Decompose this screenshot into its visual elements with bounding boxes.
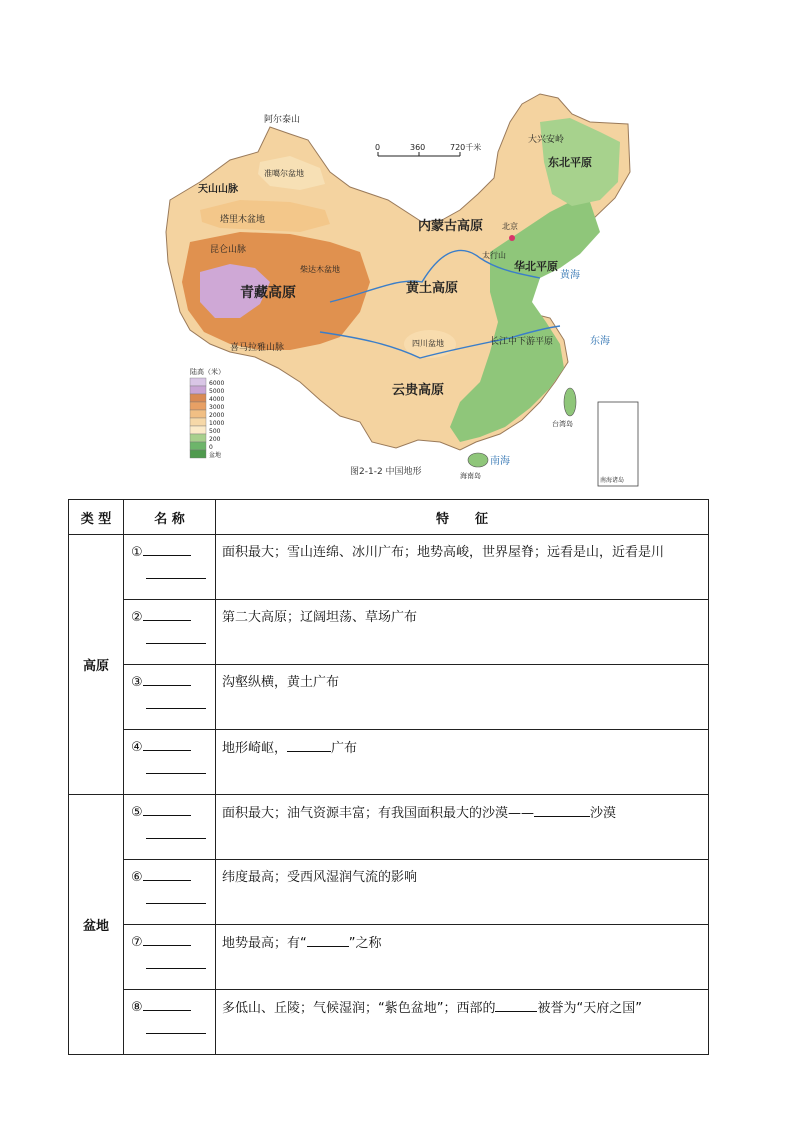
label-qingzang: 青藏高原 [240,285,296,301]
name-cell-6[interactable] [124,860,216,925]
name-cell-1[interactable] [124,535,216,600]
label-himalaya: 喜马拉雅山脉 [230,343,285,353]
item-number: ⑥ [131,870,143,885]
label-tarim: 塔里木盆地 [220,215,266,225]
answer-blank[interactable] [146,968,206,969]
legend-label: 4000 [209,396,225,403]
feature-text: 地形崎岖， [222,741,288,756]
name-cell-3[interactable] [124,665,216,730]
feature-cell-4 [216,730,709,795]
table-header-row [69,500,709,535]
beijing-marker [509,235,515,241]
feature-cell-7 [216,925,709,990]
answer-blank[interactable] [143,543,191,556]
answer-blank[interactable] [495,999,537,1012]
answer-blank[interactable] [146,773,206,774]
scale-label-360: 360 [410,143,426,152]
legend-swatch [190,410,206,418]
feature-cell-5 [216,795,709,860]
legend-swatch [190,386,206,394]
label-taihang: 太行山 [482,251,506,260]
legend-label: 200 [209,436,221,443]
answer-blank[interactable] [146,643,206,644]
label-huanghai: 黄海 [560,270,580,281]
label-huangtu: 黄土高原 [406,281,459,296]
answer-blank[interactable] [143,738,191,751]
name-cell-8[interactable] [124,990,216,1055]
legend-label: 2000 [209,412,225,419]
terrain-table [68,499,709,1055]
feature-cell-2 [216,600,709,665]
item-number: ④ [131,740,143,755]
table-row [69,665,709,730]
header-name: 名 称 [124,500,216,535]
label-daxinganling: 大兴安岭 [528,135,565,145]
feature-text: 沙漠 [590,806,617,821]
label-hainan: 海南岛 [460,472,481,480]
answer-blank[interactable] [146,903,206,904]
legend-label: 1000 [209,420,225,427]
legend-swatch [190,402,206,410]
feature-text: 地势最高；有“ [222,936,307,951]
feature-text: 面积最大；油气资源丰富；有我国面积最大的沙漠—— [222,806,535,821]
legend-swatch [190,442,206,450]
table-row [69,925,709,990]
table-row [69,730,709,795]
item-number: ① [131,545,143,560]
legend-label: 6000 [209,380,225,387]
answer-blank[interactable] [143,868,191,881]
name-cell-2[interactable] [124,600,216,665]
answer-blank[interactable] [534,804,590,817]
answer-blank[interactable] [143,673,191,686]
label-qaidam: 柴达木盆地 [300,265,340,274]
label-sichuan: 四川盆地 [412,339,444,348]
legend-label: 500 [209,428,221,435]
table-row [69,860,709,925]
answer-blank[interactable] [146,578,206,579]
answer-blank[interactable] [143,998,191,1011]
name-cell-4[interactable] [124,730,216,795]
answer-blank[interactable] [143,933,191,946]
item-number: ② [131,610,143,625]
feature-text: 沟壑纵横，黄土广布 [222,675,340,690]
answer-blank[interactable] [146,1033,206,1034]
label-nanhai: 南海 [490,456,510,467]
map-svg [160,82,640,490]
legend-label: 3000 [209,404,225,411]
legend-swatch [190,394,206,402]
legend-swatch [190,450,206,458]
answer-blank[interactable] [143,803,191,816]
label-yungui: 云贵高原 [392,383,445,398]
label-taiwan: 台湾岛 [552,420,573,428]
legend-swatch [190,434,206,442]
feature-cell-1 [216,535,709,600]
type-plateau: 高原 [69,535,124,795]
map-caption: 图2-1-2 中国地形 [350,467,422,477]
label-changjiang: 长江中下游平原 [490,337,554,347]
south-china-sea-inset [598,402,638,486]
table-row [69,535,709,600]
answer-blank[interactable] [307,934,349,947]
feature-text: 第二大高原；辽阔坦荡、草场广布 [222,610,418,625]
type-basin: 盆地 [69,795,124,1055]
feature-text: 纬度最高；受西风湿润气流的影响 [222,870,418,885]
feature-cell-3 [216,665,709,730]
legend-label: 盆地 [209,452,222,459]
legend-label: 0 [209,444,213,451]
feature-text: 多低山、丘陵；气候湿润；“紫色盆地”；西部的 [222,1001,496,1016]
china-terrain-map [160,82,640,490]
feature-text: 面积最大；雪山连绵、冰川广布；地势高峻，世界屋脊；远看是山，近看是川 [222,545,665,560]
item-number: ⑧ [131,1000,143,1015]
label-donghai: 东海 [590,336,610,347]
scale-label-0: 0 [375,143,381,152]
answer-blank[interactable] [146,708,206,709]
table-row [69,990,709,1055]
feature-text: 被誉为“天府之国” [537,1001,642,1016]
name-cell-5[interactable] [124,795,216,860]
label-tianshan: 天山山脉 [198,184,238,195]
label-altai: 阿尔泰山 [264,115,301,125]
scale-label-720: 720千米 [450,143,482,152]
label-dongbei: 东北平原 [548,156,592,169]
label-huabei: 华北平原 [514,260,558,273]
item-number: ③ [131,675,143,690]
feature-cell-6 [216,860,709,925]
table-row [69,600,709,665]
answer-blank[interactable] [143,608,191,621]
label-beijing: 北京 [502,222,518,231]
answer-blank[interactable] [146,838,206,839]
table-row [69,795,709,860]
hainan-island [468,453,488,467]
label-kunlun: 昆仑山脉 [210,245,247,255]
feature-text: 广布 [331,741,358,756]
taiwan-island [564,388,576,416]
item-number: ⑤ [131,805,143,820]
label-junggar: 准噶尔盆地 [264,169,304,178]
legend-label: 5000 [209,388,225,395]
header-type: 类 型 [69,500,124,535]
legend-swatch [190,378,206,386]
feature-cell-8 [216,990,709,1055]
label-neimeng: 内蒙古高原 [418,219,484,234]
legend-swatch [190,418,206,426]
legend-title: 陆高（米） [190,368,225,376]
name-cell-7[interactable] [124,925,216,990]
header-feature: 特 征 [216,500,709,535]
answer-blank[interactable] [287,739,331,752]
feature-text: ”之称 [348,936,382,951]
inset-label: 南海诸岛 [600,477,625,484]
legend-swatch [190,426,206,434]
item-number: ⑦ [131,935,143,950]
